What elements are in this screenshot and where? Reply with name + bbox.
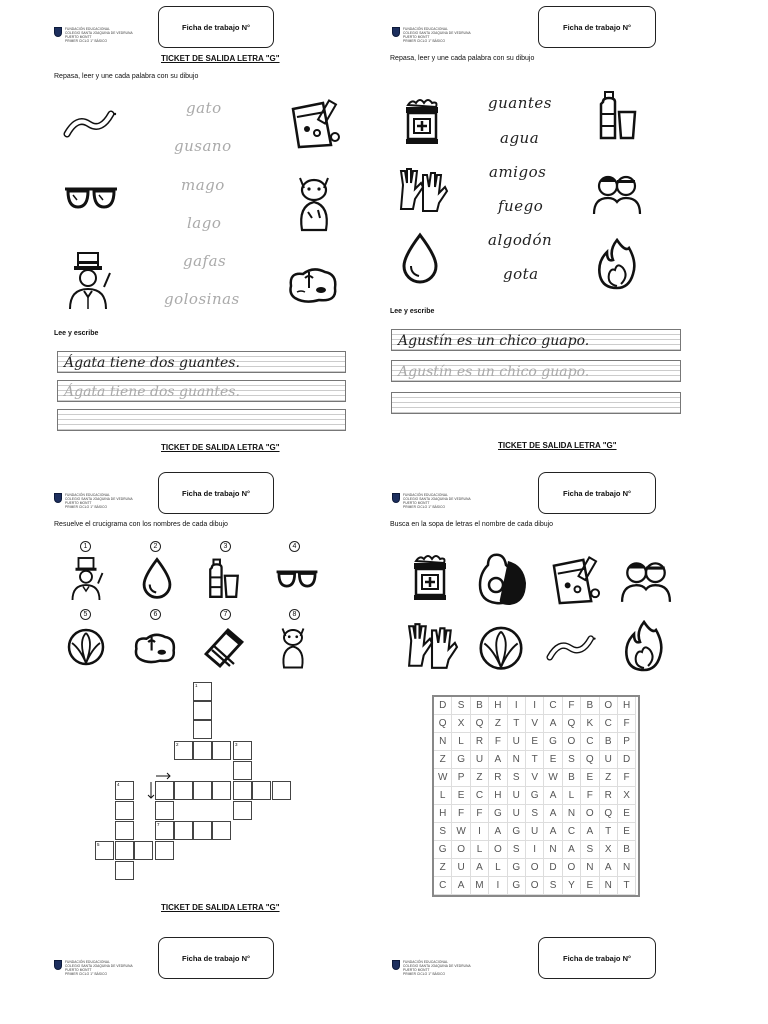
- word-search-letter[interactable]: A: [544, 715, 562, 733]
- word-search-letter[interactable]: G: [544, 733, 562, 751]
- word-search-letter[interactable]: V: [526, 715, 544, 733]
- crossword-cell[interactable]: [212, 821, 231, 840]
- school-logo: FUNDACIÓN EDUCACIONAL COLEGIO SANTA JOAQUINA DE VEDRUNA PUERTO MONTT PRIMER CICLO 1° BÁSICO: [392, 27, 471, 43]
- word-search-letter[interactable]: L: [434, 787, 452, 805]
- writing-line-model: Agustín es un chico guapo.: [391, 329, 681, 351]
- word-search-row: [434, 715, 638, 733]
- word-search-letter[interactable]: A: [544, 823, 562, 841]
- cell-number: 1: [195, 683, 198, 688]
- write-label: Lee y escribe: [390, 308, 435, 315]
- friends-icon: [620, 556, 672, 604]
- word-search-letter[interactable]: A: [544, 805, 562, 823]
- direction-arrows: [146, 772, 176, 802]
- ficha-box-4: Ficha de trabajo N°: [538, 472, 656, 514]
- cotton-jar-icon: [410, 553, 450, 603]
- trace-word: lago: [187, 214, 222, 232]
- crossword-cell[interactable]: [193, 821, 212, 840]
- word-search-grid: [432, 695, 640, 897]
- gloves-icon: [404, 620, 460, 672]
- word-search-letter[interactable]: Q: [434, 715, 452, 733]
- ficha-box-6: Ficha de trabajo N°: [538, 937, 656, 979]
- word-search-letter[interactable]: S: [508, 841, 526, 859]
- cotton-jar-icon: [402, 97, 442, 147]
- trace-word: mago: [181, 176, 225, 194]
- school-crest-icon: [54, 27, 62, 37]
- word-search-letter[interactable]: G: [508, 877, 526, 895]
- clue-number: 2: [150, 541, 161, 552]
- friends-icon: [592, 170, 642, 216]
- word-search-letter[interactable]: H: [489, 787, 507, 805]
- candy-bag-icon: [287, 95, 342, 150]
- word-search-letter[interactable]: G: [489, 805, 507, 823]
- ticket-title: TICKET DE SALIDA LETRA "G": [161, 443, 280, 452]
- water-bottle-icon: [207, 557, 241, 601]
- word-search-letter[interactable]: F: [618, 715, 636, 733]
- ficha-box-1: Ficha de trabajo N°: [158, 6, 274, 48]
- word-search-row: [434, 697, 638, 715]
- word-search-letter[interactable]: F: [618, 769, 636, 787]
- clue-number: 7: [220, 609, 231, 620]
- clue-number: 5: [80, 609, 91, 620]
- word-search-letter[interactable]: O: [526, 877, 544, 895]
- lake-icon: [133, 630, 177, 666]
- word-search-letter[interactable]: E: [452, 787, 470, 805]
- word-search-letter[interactable]: X: [600, 841, 618, 859]
- word-search-letter[interactable]: Q: [563, 715, 581, 733]
- word-search-letter[interactable]: Q: [471, 715, 489, 733]
- word-search-letter[interactable]: A: [489, 823, 507, 841]
- word-search-letter[interactable]: I: [471, 823, 489, 841]
- lake-icon: [287, 264, 339, 306]
- word-search-letter[interactable]: F: [563, 697, 581, 715]
- word-search-letter[interactable]: S: [452, 697, 470, 715]
- instruction-text: Repasa, leer y une cada palabra con su dibujo: [54, 73, 199, 80]
- crossword-cell[interactable]: [193, 741, 212, 760]
- word-search-letter[interactable]: O: [452, 841, 470, 859]
- trace-word: golosinas: [164, 290, 240, 308]
- clue-number: 1: [80, 541, 91, 552]
- word-search-letter[interactable]: C: [563, 823, 581, 841]
- word-search-row: [434, 859, 638, 877]
- ticket-title: TICKET DE SALIDA LETRA "G": [161, 903, 280, 912]
- word-search-letter[interactable]: N: [581, 859, 599, 877]
- word-search-letter[interactable]: O: [563, 859, 581, 877]
- clue-number: 6: [150, 609, 161, 620]
- fire-icon: [622, 620, 666, 672]
- school-crest-icon: [54, 493, 62, 503]
- word-search-letter[interactable]: U: [508, 733, 526, 751]
- writing-line-trace: Agustín es un chico guapo.: [391, 360, 681, 382]
- word-search-letter[interactable]: Z: [434, 751, 452, 769]
- crossword-cell[interactable]: [193, 701, 212, 720]
- word-search-letter[interactable]: N: [508, 751, 526, 769]
- word-search-letter[interactable]: A: [489, 751, 507, 769]
- word-search-letter[interactable]: E: [581, 877, 599, 895]
- word-search-letter[interactable]: S: [581, 841, 599, 859]
- water-bottle-icon: [597, 90, 639, 142]
- ficha-box-2: Ficha de trabajo N°: [538, 6, 656, 48]
- crossword-cell[interactable]: [193, 720, 212, 739]
- crossword-cell[interactable]: [272, 781, 291, 800]
- crossword-cell[interactable]: [115, 861, 134, 880]
- word-search-letter[interactable]: T: [600, 823, 618, 841]
- word-search-letter[interactable]: D: [618, 751, 636, 769]
- trace-word: agua: [500, 129, 540, 147]
- word-search-letter[interactable]: S: [526, 805, 544, 823]
- instruction-text: Resuelve el crucigrama con los nombres de cada dibujo: [54, 521, 228, 528]
- word-search-letter[interactable]: O: [600, 697, 618, 715]
- instruction-text: Repasa, leer y une cada palabra con su dibujo: [390, 55, 535, 62]
- writing-line-trace: Ágata tiene dos guantes.: [57, 380, 346, 402]
- school-logo: FUNDACIÓN EDUCACIONAL COLEGIO SANTA JOAQUINA DE VEDRUNA PUERTO MONTT PRIMER CICLO 1° BÁSICO: [54, 960, 133, 976]
- word-search-letter[interactable]: P: [452, 769, 470, 787]
- magician-icon: [64, 251, 112, 311]
- word-search-letter[interactable]: U: [471, 751, 489, 769]
- crossword-cell[interactable]: [155, 821, 174, 840]
- word-search-letter[interactable]: E: [581, 769, 599, 787]
- ficha-box-5: Ficha de trabajo N°: [158, 937, 274, 979]
- word-search-letter[interactable]: A: [563, 841, 581, 859]
- school-logo: FUNDACIÓN EDUCACIONAL COLEGIO SANTA JOAQUINA DE VEDRUNA PUERTO MONTT PRIMER CICLO 1° BÁSICO: [392, 493, 471, 509]
- crossword-cell[interactable]: [233, 741, 252, 760]
- trace-word: guantes: [488, 94, 552, 112]
- school-crest-icon: [392, 493, 400, 503]
- word-search-letter[interactable]: C: [581, 733, 599, 751]
- lettuce-icon: [66, 625, 106, 667]
- drop-icon: [399, 232, 441, 284]
- word-search-letter[interactable]: S: [544, 877, 562, 895]
- word-search-letter[interactable]: A: [581, 823, 599, 841]
- school-logo: FUNDACIÓN EDUCACIONAL COLEGIO SANTA JOAQUINA DE VEDRUNA PUERTO MONTT PRIMER CICLO 1° BÁSICO: [54, 27, 133, 43]
- word-search-letter[interactable]: Z: [471, 769, 489, 787]
- magician-icon: [68, 556, 104, 602]
- school-logo: FUNDACIÓN EDUCACIONAL COLEGIO SANTA JOAQUINA DE VEDRUNA PUERTO MONTT PRIMER CICLO 1° BÁSICO: [54, 493, 133, 509]
- crossword-cell[interactable]: [134, 841, 153, 860]
- word-search-letter[interactable]: I: [526, 841, 544, 859]
- crossword-cell[interactable]: [212, 741, 231, 760]
- word-search-letter[interactable]: U: [452, 859, 470, 877]
- write-label: Lee y escribe: [54, 330, 99, 337]
- cell-number: 3: [235, 742, 238, 747]
- crossword-cell[interactable]: [115, 821, 134, 840]
- cell-number: 7: [157, 822, 160, 827]
- ticket-title: TICKET DE SALIDA LETRA "G": [498, 441, 617, 450]
- word-search-letter[interactable]: G: [508, 823, 526, 841]
- word-search-letter[interactable]: R: [600, 787, 618, 805]
- cell-number: 5: [97, 842, 100, 847]
- word-search-letter[interactable]: N: [544, 841, 562, 859]
- cat-icon: [278, 624, 308, 669]
- writing-line-blank[interactable]: [391, 392, 681, 414]
- crossword-cell[interactable]: [212, 781, 231, 800]
- word-search-letter[interactable]: S: [434, 823, 452, 841]
- crossword-cell[interactable]: [115, 781, 134, 800]
- word-search-letter[interactable]: G: [508, 859, 526, 877]
- word-search-letter[interactable]: Q: [600, 805, 618, 823]
- crossword-cell[interactable]: [95, 841, 114, 860]
- word-search-letter[interactable]: W: [452, 823, 470, 841]
- word-search-letter[interactable]: D: [544, 859, 562, 877]
- word-search-letter[interactable]: X: [618, 787, 636, 805]
- clue-number: 4: [289, 541, 300, 552]
- crossword-cell[interactable]: [174, 781, 193, 800]
- word-search-letter[interactable]: E: [618, 823, 636, 841]
- crossword-cell[interactable]: [193, 682, 212, 701]
- word-search-letter[interactable]: Z: [434, 859, 452, 877]
- word-search-letter[interactable]: F: [581, 787, 599, 805]
- word-search-letter[interactable]: K: [581, 715, 599, 733]
- word-search-letter[interactable]: C: [600, 715, 618, 733]
- word-search-letter[interactable]: E: [544, 751, 562, 769]
- word-search-letter[interactable]: Z: [600, 769, 618, 787]
- word-search-letter[interactable]: A: [600, 859, 618, 877]
- word-search-row: [434, 769, 638, 787]
- worm-icon: [546, 630, 602, 664]
- word-search-letter[interactable]: G: [434, 841, 452, 859]
- crossword-cell[interactable]: [174, 821, 193, 840]
- trace-word: algodón: [488, 231, 553, 249]
- eraser-icon: [202, 626, 246, 668]
- trace-word: gota: [503, 265, 539, 283]
- trace-word: fuego: [498, 197, 544, 215]
- instruction-text: Busca en la sopa de letras el nombre de cada dibujo: [390, 521, 554, 528]
- word-search-letter[interactable]: V: [526, 769, 544, 787]
- word-search-letter[interactable]: D: [434, 697, 452, 715]
- word-search-letter[interactable]: B: [471, 697, 489, 715]
- crossword-cell[interactable]: [115, 841, 134, 860]
- word-search-row: [434, 823, 638, 841]
- word-search-letter[interactable]: N: [434, 733, 452, 751]
- lettuce-icon: [476, 622, 526, 672]
- crossword-cell[interactable]: [233, 801, 252, 820]
- word-search-letter[interactable]: I: [526, 697, 544, 715]
- crossword-cell[interactable]: [155, 801, 174, 820]
- crossword-cell[interactable]: [115, 801, 134, 820]
- word-search-letter[interactable]: Z: [489, 715, 507, 733]
- sunglasses-icon: [275, 567, 319, 591]
- cell-number: 4: [117, 782, 120, 787]
- crossword-cell[interactable]: [233, 761, 252, 780]
- word-search-letter[interactable]: B: [581, 697, 599, 715]
- word-search-letter[interactable]: F: [452, 805, 470, 823]
- word-search-letter[interactable]: C: [544, 697, 562, 715]
- crossword-cell[interactable]: [155, 841, 174, 860]
- word-search-letter[interactable]: B: [618, 841, 636, 859]
- word-search-letter[interactable]: E: [618, 805, 636, 823]
- ficha-box-3: Ficha de trabajo N°: [158, 472, 274, 514]
- gloves-icon: [397, 165, 449, 215]
- word-search-letter[interactable]: F: [489, 733, 507, 751]
- word-search-letter[interactable]: T: [526, 751, 544, 769]
- word-search-row: [434, 751, 638, 769]
- word-search-letter[interactable]: W: [544, 769, 562, 787]
- word-search-letter[interactable]: C: [434, 877, 452, 895]
- word-search-row: [434, 787, 638, 805]
- word-search-letter[interactable]: H: [489, 697, 507, 715]
- word-search-letter[interactable]: M: [471, 877, 489, 895]
- word-search-letter[interactable]: I: [508, 697, 526, 715]
- writing-line-model: Ágata tiene dos guantes.: [57, 351, 346, 373]
- word-search-letter[interactable]: S: [563, 751, 581, 769]
- word-search-letter[interactable]: H: [618, 697, 636, 715]
- word-search-letter[interactable]: F: [471, 805, 489, 823]
- crossword-cell[interactable]: [233, 781, 252, 800]
- word-search-letter[interactable]: O: [563, 733, 581, 751]
- word-search-letter[interactable]: O: [526, 859, 544, 877]
- trace-word: amigos: [489, 163, 547, 181]
- word-search-letter[interactable]: L: [471, 841, 489, 859]
- word-search-letter[interactable]: U: [600, 751, 618, 769]
- crossword-cell[interactable]: [252, 781, 271, 800]
- drop-icon: [140, 557, 174, 599]
- writing-line-blank[interactable]: [57, 409, 346, 431]
- word-search-letter[interactable]: A: [471, 859, 489, 877]
- word-search-letter[interactable]: L: [563, 787, 581, 805]
- crossword-cell[interactable]: [174, 741, 193, 760]
- word-search-letter[interactable]: R: [471, 733, 489, 751]
- word-search-letter[interactable]: I: [489, 877, 507, 895]
- word-search-letter[interactable]: H: [434, 805, 452, 823]
- word-search-letter[interactable]: G: [526, 787, 544, 805]
- word-search-letter[interactable]: Q: [581, 751, 599, 769]
- word-search-letter[interactable]: L: [452, 733, 470, 751]
- word-search-letter[interactable]: P: [618, 733, 636, 751]
- word-search-letter[interactable]: E: [526, 733, 544, 751]
- word-search-letter[interactable]: W: [434, 769, 452, 787]
- trace-word: gusano: [174, 137, 232, 155]
- word-search-letter[interactable]: X: [452, 715, 470, 733]
- word-search-letter[interactable]: N: [618, 859, 636, 877]
- clue-number: 8: [289, 609, 300, 620]
- avocado-icon: [474, 551, 530, 607]
- word-search-letter[interactable]: Y: [563, 877, 581, 895]
- word-search-letter[interactable]: O: [581, 805, 599, 823]
- word-search-letter[interactable]: U: [526, 823, 544, 841]
- word-search-letter[interactable]: C: [471, 787, 489, 805]
- trace-word: gafas: [183, 252, 227, 270]
- worm-icon: [63, 106, 123, 140]
- school-logo: FUNDACIÓN EDUCACIONAL COLEGIO SANTA JOAQUINA DE VEDRUNA PUERTO MONTT PRIMER CICLO 1° BÁSICO: [392, 960, 471, 976]
- ticket-title: TICKET DE SALIDA LETRA "G": [161, 54, 280, 63]
- school-crest-icon: [392, 960, 400, 970]
- word-search-letter[interactable]: A: [452, 877, 470, 895]
- word-search-letter[interactable]: L: [489, 859, 507, 877]
- word-search-row: [434, 841, 638, 859]
- school-crest-icon: [54, 960, 62, 970]
- word-search-row: [434, 877, 638, 895]
- fire-icon: [595, 238, 639, 290]
- word-search-letter[interactable]: R: [489, 769, 507, 787]
- word-search-letter[interactable]: T: [508, 715, 526, 733]
- trace-word: gato: [186, 99, 222, 117]
- word-search-letter[interactable]: N: [600, 877, 618, 895]
- word-search-letter[interactable]: G: [452, 751, 470, 769]
- cell-number: 2: [176, 742, 179, 747]
- candy-bag-icon: [548, 552, 602, 606]
- word-search-row: [434, 733, 638, 751]
- clue-number: 3: [220, 541, 231, 552]
- word-search-row: [434, 805, 638, 823]
- cat-icon: [294, 172, 334, 232]
- word-search-letter[interactable]: S: [508, 769, 526, 787]
- word-search-letter[interactable]: A: [544, 787, 562, 805]
- school-crest-icon: [392, 27, 400, 37]
- word-search-letter[interactable]: O: [489, 841, 507, 859]
- word-search-letter[interactable]: B: [600, 733, 618, 751]
- word-search-letter[interactable]: B: [563, 769, 581, 787]
- word-search-letter[interactable]: U: [508, 805, 526, 823]
- word-search-letter[interactable]: N: [563, 805, 581, 823]
- word-search-letter[interactable]: T: [618, 877, 636, 895]
- word-search-letter[interactable]: U: [508, 787, 526, 805]
- sunglasses-icon: [63, 183, 119, 213]
- crossword-cell[interactable]: [193, 781, 212, 800]
